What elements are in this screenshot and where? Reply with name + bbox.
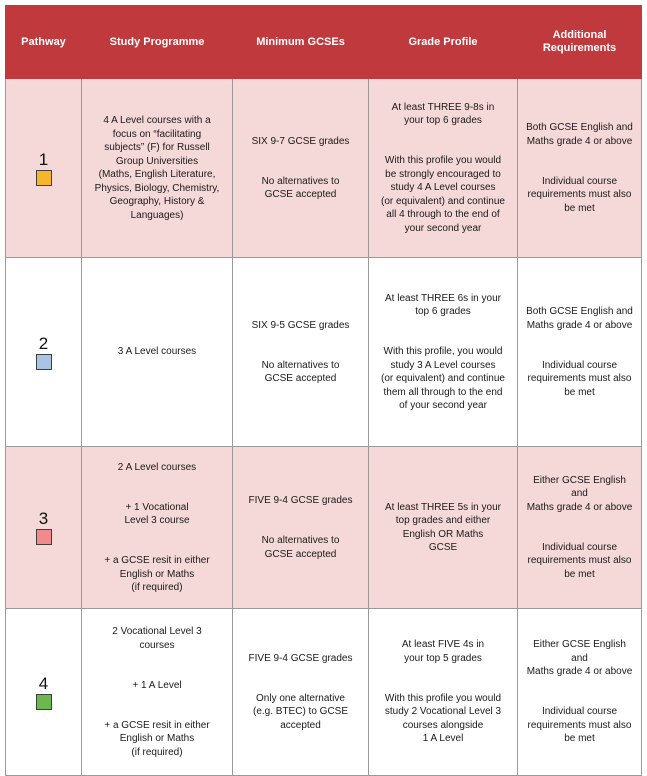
minimum-gcses-note: Only one alternative (e.g. BTEC) to GCSE accepted [252, 692, 349, 731]
grade-profile-note: With this profile you would be strongly encouraged to study 4 A Level courses (or equivalent) and continue all 4 through to the end of your second year [381, 155, 505, 234]
pathway-color-swatch [36, 354, 52, 370]
minimum-gcses-text: FIVE 9-4 GCSE grades [248, 495, 353, 506]
additional-requirements-text: Both GCSE English and Maths grade 4 or above [526, 306, 633, 331]
pathway-number: 4 [38, 673, 49, 693]
minimum-gcses-note: No alternatives to GCSE accepted [261, 175, 340, 200]
pathway-cell [6, 258, 82, 447]
pathway-row-2 [6, 258, 642, 447]
grade-profile-cell [369, 609, 518, 776]
minimum-gcses-text: FIVE 9-4 GCSE grades [248, 652, 353, 664]
additional-requirements-note: Individual course requirements must also be met [527, 175, 632, 214]
study-programme-cell [82, 79, 233, 258]
header-minimum-gcses: Minimum GCSEs [233, 6, 369, 79]
additional-requirements-cell [518, 447, 642, 609]
minimum-gcses-cell [233, 447, 369, 609]
grade-profile-cell [369, 79, 518, 258]
pathways-table [5, 5, 642, 776]
header-pathway: Pathway [6, 6, 82, 79]
pathway-row-3 [6, 447, 642, 609]
pathway-number: 3 [38, 509, 49, 528]
minimum-gcses-text: SIX 9-5 GCSE grades [251, 319, 350, 331]
pathway-row-1 [6, 79, 642, 258]
study-programme-cell [82, 609, 233, 776]
study-programme-text: 2 Vocational Level 3 courses [112, 626, 202, 651]
additional-requirements-note: Individual course requirements must also be met [527, 359, 632, 398]
study-programme-cell [82, 447, 233, 609]
additional-requirements-text: Either GCSE English and Maths grade 4 or above [526, 474, 633, 513]
study-programme-text: + a GCSE resit in either English or Maths (if required) [104, 555, 210, 593]
minimum-gcses-cell [233, 609, 369, 776]
grade-profile-text: At least THREE 9-8s in your top 6 grades [391, 101, 495, 127]
header-additional-requirements: Additional Requirements [518, 6, 642, 79]
additional-requirements-text: Either GCSE English and Maths grade 4 or above [526, 639, 633, 678]
additional-requirements-cell [518, 609, 642, 776]
pathway-number: 2 [38, 333, 49, 353]
grade-profile-note: With this profile you would study 2 Vocational Level 3 courses alongside 1 A Level [384, 692, 502, 745]
study-programme-text: 3 A Level courses [117, 346, 197, 358]
pathway-color-swatch [36, 529, 52, 545]
study-programme-text: 4 A Level courses with a focus on “facilitating subjects” (F) for Russell Group Universities (Maths, English Literature, Physics, Biology, Chemistry, Geography, History & Languages) [94, 115, 220, 221]
minimum-gcses-cell [233, 258, 369, 447]
study-programme-text: + 1 Vocational Level 3 course [124, 501, 190, 526]
additional-requirements-cell [518, 79, 642, 258]
grade-profile-cell [369, 258, 518, 447]
grade-profile-note: With this profile, you would study 3 A Level courses (or equivalent) and continue them all through to the end of your second year [381, 346, 505, 411]
additional-requirements-note: Individual course requirements must also be met [527, 541, 632, 580]
study-programme-cell [82, 258, 233, 447]
minimum-gcses-text: SIX 9-7 GCSE grades [251, 135, 350, 147]
grade-profile-text: At least THREE 5s in your top grades and either English OR Maths GCSE [385, 501, 501, 553]
header-row [6, 6, 642, 79]
pathway-row-4 [6, 609, 642, 776]
pathway-cell [6, 609, 82, 776]
minimum-gcses-note: No alternatives to GCSE accepted [261, 359, 340, 384]
additional-requirements-note: Individual course requirements must also be met [527, 706, 632, 745]
additional-requirements-cell [518, 258, 642, 447]
study-programme-text: + a GCSE resit in either English or Maths (if required) [104, 719, 210, 758]
minimum-gcses-note: No alternatives to GCSE accepted [261, 535, 340, 560]
pathway-cell [6, 447, 82, 609]
grade-profile-text: At least FIVE 4s in your top 5 grades [401, 639, 485, 664]
pathway-cell [6, 79, 82, 258]
pathway-color-swatch [36, 170, 52, 186]
pathway-color-swatch [36, 694, 52, 710]
study-programme-text: + 1 A Level [132, 679, 182, 691]
study-programme-text: 2 A Level courses [117, 461, 197, 473]
minimum-gcses-cell [233, 79, 369, 258]
additional-requirements-text: Both GCSE English and Maths grade 4 or above [526, 122, 633, 147]
header-study-programme: Study Programme [82, 6, 233, 79]
header-grade-profile: Grade Profile [369, 6, 518, 79]
pathway-number: 1 [38, 149, 49, 169]
grade-profile-cell [369, 447, 518, 609]
grade-profile-text: At least THREE 6s in your top 6 grades [385, 292, 501, 317]
